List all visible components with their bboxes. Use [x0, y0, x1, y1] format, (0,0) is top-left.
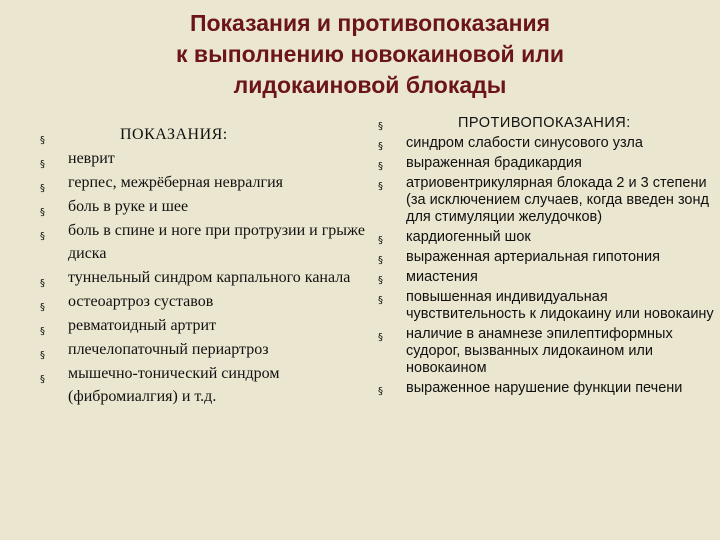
indications-heading-text: ПОКАЗАНИЯ:	[120, 126, 228, 143]
bullet-icon: §	[40, 278, 45, 289]
bullet-icon: §	[378, 181, 383, 192]
list-item	[40, 219, 365, 265]
list-item	[378, 289, 718, 323]
bullet-icon: §	[378, 295, 383, 306]
list-item	[378, 175, 718, 226]
list-item	[40, 362, 365, 408]
indications-list	[40, 123, 365, 409]
contraindications-heading-text: ПРОТИВОПОКАЗАНИЯ:	[458, 115, 631, 131]
list-item-text: боль в спине и ноге при протрузии и грыже диска	[68, 222, 365, 262]
contraindications-heading	[378, 115, 718, 132]
list-item	[378, 229, 718, 246]
bullet-icon: §	[40, 350, 45, 361]
list-item	[378, 269, 718, 286]
bullet-icon: §	[378, 386, 383, 397]
list-item-text: туннельный синдром карпального канала	[68, 269, 351, 286]
list-item	[40, 338, 365, 361]
list-item-text: выраженная артериальная гипотония	[406, 249, 661, 265]
list-item	[40, 314, 365, 337]
bullet-icon: §	[378, 332, 383, 343]
list-item-text: повышенная индивидуальная чувствительность к лидокаину или новокаину	[406, 289, 714, 322]
list-item-text: неврит	[68, 150, 115, 167]
list-item	[40, 266, 365, 289]
title-line: лидокаиновой блокады	[233, 72, 507, 98]
bullet-icon: §	[40, 231, 45, 242]
list-item-text: кардиогенный шок	[406, 229, 531, 245]
list-item-text: мышечно-тонический синдром (фибромиалгия) и т.д.	[68, 365, 280, 405]
slide-title	[120, 8, 620, 101]
bullet-icon: §	[378, 255, 383, 266]
list-item	[378, 155, 718, 172]
bullet-icon: §	[40, 326, 45, 337]
list-item-text: остеоартроз суставов	[68, 293, 214, 310]
list-item	[378, 249, 718, 266]
bullet-icon: §	[378, 141, 383, 152]
bullet-icon: §	[40, 183, 45, 194]
title-line: Показания и противопоказания	[189, 10, 551, 36]
bullet-icon: §	[378, 235, 383, 246]
list-item	[378, 380, 718, 397]
list-item	[40, 171, 365, 194]
list-item-text: миастения	[406, 269, 478, 285]
bullet-icon: §	[40, 135, 46, 146]
bullet-icon: §	[40, 302, 45, 313]
list-item	[40, 195, 365, 218]
list-item	[378, 326, 718, 377]
list-item-text: выраженная брадикардия	[406, 155, 582, 171]
bullet-icon: §	[378, 275, 383, 286]
list-item	[40, 147, 365, 170]
list-item-text: синдром слабости синусового узла	[406, 135, 643, 151]
list-item-text: плечелопаточный периартроз	[68, 341, 269, 358]
list-item	[378, 135, 718, 152]
list-item-text: герпес, межрёберная невралгия	[68, 174, 283, 191]
bullet-icon: §	[378, 161, 383, 172]
bullet-icon: §	[40, 207, 45, 218]
bullet-icon: §	[378, 121, 384, 132]
indications-heading	[40, 123, 365, 146]
bullet-icon: §	[40, 374, 45, 385]
bullet-icon: §	[40, 159, 45, 170]
list-item-text: ревматоидный артрит	[68, 317, 217, 334]
title-line: к выполнению новокаиновой или	[176, 41, 564, 67]
list-item	[40, 290, 365, 313]
contraindications-list	[378, 115, 718, 400]
list-item-text: атриовентрикулярная блокада 2 и 3 степени (за исключением случаев, когда введен зонд для стимуляции желудочков)	[406, 175, 709, 225]
list-item-text: наличие в анамнезе эпилептиформных судорог, вызванных лидокаином или новокаином	[406, 326, 673, 376]
list-item-text: боль в руке и шее	[68, 198, 189, 215]
list-item-text: выраженное нарушение функции печени	[406, 380, 683, 396]
